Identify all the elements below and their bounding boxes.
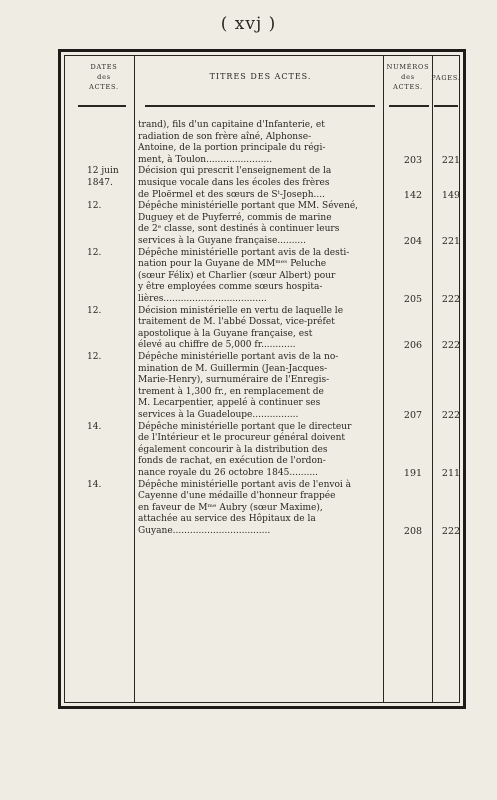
entry-date: 14. <box>87 421 102 432</box>
entry-number: 207 <box>403 410 423 421</box>
entry-page: 149 <box>441 189 461 201</box>
entry-date: 12 juin 1847. <box>87 166 119 188</box>
entry-title: trand), fils d'un capitaine d'Infanterie, et radiation de son frère aîné, Alphonse- Antoine, de la portion principale du régi- ment, à Toulon....................... <box>138 120 326 165</box>
entry-page: 222 <box>441 410 461 421</box>
entry-page: 222 <box>441 340 461 352</box>
header-numeros-line3: ACTES. <box>393 83 423 91</box>
header-dates-line3: ACTES. <box>89 83 119 91</box>
header-numeros-line1: NUMÉROS <box>386 63 430 71</box>
entry-title: Décision qui prescrit l'enseignement de la musique vocale dans les écoles des frères de Ploërmel et des sœurs de Sᵗ-Joseph.... <box>138 166 332 200</box>
header-titres: TITRES DES ACTES. <box>209 72 312 81</box>
header-dates-line2: des <box>97 73 111 81</box>
entry-page: 221 <box>441 154 461 166</box>
entry-date: 14. <box>87 479 102 490</box>
entry-title: Dépêche ministérielle portant avis de la desti- nation pour la Guyane de MMᵐᵉˢ Peluche (sœur Félix) et Charlier (sœur Albert) pour y être employées comme sœurs hospita- lières.................................... <box>138 247 350 304</box>
header-numeros-line2: des <box>401 73 415 81</box>
entry-page: 222 <box>441 526 461 537</box>
entry-date: 12. <box>87 305 102 316</box>
header-numeros <box>386 62 430 92</box>
entry-title: Décision ministérielle en vertu de laquelle le traitement de M. l'abbé Dossat, vice-préfet apostolique à la Guyane française, est élevé au chiffre de 5,000 fr............ <box>138 305 344 351</box>
header-dates <box>78 62 130 92</box>
entry-number: 142 <box>403 189 423 201</box>
entry-date: 12. <box>87 201 102 212</box>
entry-date: 12. <box>87 352 102 362</box>
entry-page: 211 <box>441 468 461 479</box>
entry-number: 191 <box>403 468 423 479</box>
entry-title: Dépêche ministérielle portant que MM. Sévené, Duguey et de Puyferré, commis de marine de 2ᵉ classe, sont destinés à continuer leurs services à la Guyane française.......... <box>138 201 359 246</box>
column-divider-titres <box>383 56 384 702</box>
header-pages: PAGES. <box>431 74 461 82</box>
entry-number: 204 <box>403 236 423 247</box>
entry-number: 208 <box>403 526 423 537</box>
entry-page: 221 <box>441 236 461 247</box>
entry-title: Dépêche ministérielle portant que le directeur de l'Intérieur et le procureur général doivent également concourir à la distribution des fonds de rachat, en exécution de l'ordon- nance royale du 26 octobre 1845.......... <box>138 421 352 478</box>
entry-title: Dépêche ministérielle portant avis de l'envoi à Cayenne d'une médaille d'honneur frappée en faveur de Mᵐᵉ Aubry (sœur Maxime), attachée au service des Hôpitaux de la Guyane.................................. <box>138 479 352 536</box>
entry-number: 206 <box>403 340 423 352</box>
entry-date: 12. <box>87 247 102 258</box>
column-divider-numeros <box>432 56 433 702</box>
header-dates-line1: DATES <box>90 63 118 71</box>
entry-page: 222 <box>441 294 461 305</box>
header-rule-titres <box>145 105 375 107</box>
entry-number: 203 <box>403 154 423 166</box>
column-divider-dates <box>134 56 135 702</box>
entry-title: Dépêche ministérielle portant avis de la no- mination de M. Guillermin (Jean-Jacques- Marie-Henry), surnuméraire de l'Enregis- trement à 1,300 fr., en remplacement de M. Lecarpentier, appelé à continuer ses services à la Guadeloupe................ <box>138 352 339 420</box>
header-rule-dates <box>78 105 126 107</box>
header-rule-pages <box>434 105 458 107</box>
header-rule-numeros <box>389 105 429 107</box>
page-number: ( xvj ) <box>220 14 277 34</box>
entry-number: 205 <box>403 294 423 305</box>
